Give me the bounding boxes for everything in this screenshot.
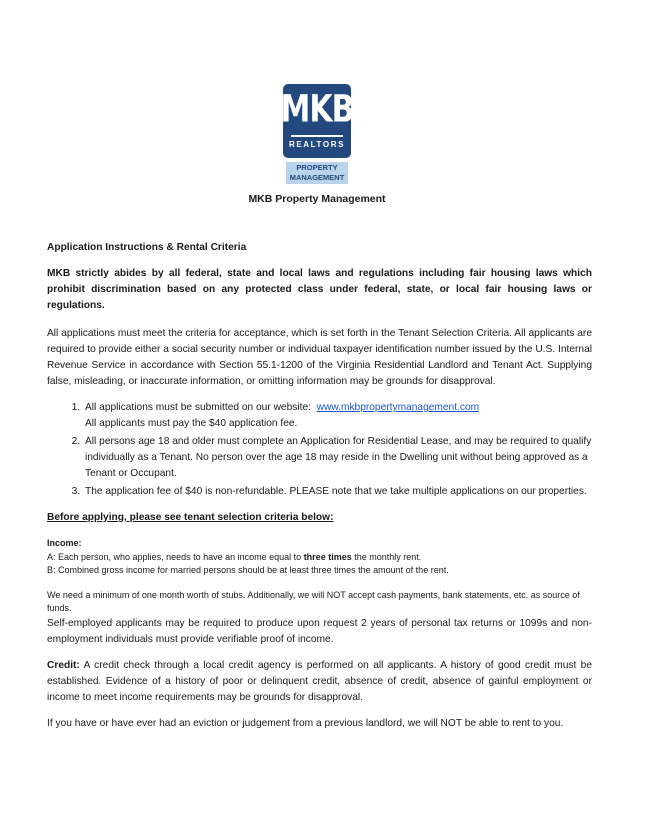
list-item: 2. All persons age 18 and older must complete an Application for Residential Lease, and may be required to qualify individually as a Tenant. No person over the age 18 may reside in the Dwelling unit without being approved as a Tenant or Occupant.	[83, 434, 592, 482]
credit-paragraph	[47, 658, 592, 706]
income-section	[47, 537, 592, 578]
website-link[interactable]: www.mkbpropertymanagement.com	[316, 402, 480, 413]
income-a-prefix: A: Each person, who applies, needs to have an income equal to	[47, 551, 302, 562]
self-employed-paragraph: Self-employed applicants may be required to produce upon request 2 years of personal tax returns or 1099s and non-employment individuals must provide verifiable proof of income.	[47, 617, 592, 645]
logo-letters: MKB	[280, 87, 354, 132]
logo-property-management	[286, 162, 348, 184]
item1-text: All applications must be submitted on our website:	[85, 402, 311, 413]
criteria-paragraph: All applications must meet the criteria for acceptance, which is set forth in the Tenant Selection Criteria. All applicants are required to provide either a social security number or individual taxpayer identification number issued by the U.S. Internal Revenue Service in accordance with Section 55.1-1200 of the Virginia Residential Landlord and Tenant Act. Supplying false, misleading, or inaccurate information, or omitting information may be grounds for disapproval.	[47, 328, 592, 387]
credit-text: A credit check through a local credit agency is performed on all applicants. A history of good credit must be established. Evidence of a history of poor or delinquent credit, absence of credit, absence of gainful employment or income to meet income requirements may be grounds for disapproval.	[47, 659, 592, 703]
list-item	[83, 400, 592, 432]
logo-badge	[280, 84, 354, 158]
instructions-list	[47, 400, 592, 500]
logo-realtors: REALTORS	[288, 140, 346, 149]
criteria-heading: Before applying, please see tenant selection criteria below:	[47, 512, 334, 523]
logo-pm-line2: MANAGEMENT	[289, 173, 345, 182]
section-heading: Application Instructions & Rental Criteria	[47, 242, 247, 253]
credit-label: Credit:	[47, 659, 80, 671]
income-a-suffix: the monthly rent.	[354, 551, 422, 562]
income-a-bold: three times	[303, 551, 352, 562]
document-body	[47, 240, 592, 742]
income-item-b: B: Combined gross income for married persons should be at least three times the amount of the rent.	[47, 565, 449, 575]
mkb-logo	[280, 84, 354, 184]
logo-pm-line1: PROPERTY	[296, 163, 338, 172]
item1-sub: All applicants must pay the $40 application fee.	[85, 418, 298, 429]
list-item: 3. The application fee of $40 is non-refundable. PLEASE note that we take multiple applications on our properties.	[83, 484, 592, 500]
income-item-a	[47, 551, 592, 565]
income-heading: Income:	[47, 538, 82, 548]
fair-housing-statement: MKB strictly abides by all federal, state and local laws and regulations including fair housing laws which prohibit discrimination based on any protected class under federal, state, or local fair housing laws or regulations.	[47, 268, 592, 311]
document-title: MKB Property Management	[248, 193, 386, 205]
stubs-paragraph: We need a minimum of one month worth of stubs. Additionally, we will NOT accept cash payments, bank statements, etc. as source of funds.	[47, 589, 580, 613]
logo-divider	[291, 135, 343, 137]
eviction-paragraph: If you have or have ever had an eviction or judgement from a previous landlord, we will NOT be able to rent to you.	[47, 717, 564, 729]
